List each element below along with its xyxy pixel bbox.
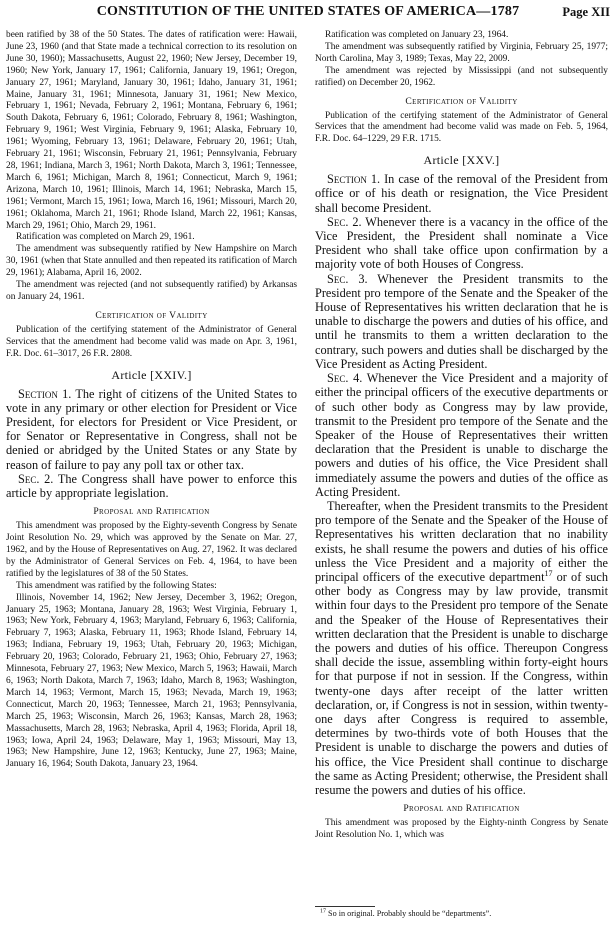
- left-column: [6, 30, 297, 771]
- paragraph-text: or of such other body as Congress may by law provide, transmit within four days to the President pro tempore of the Senate and the Speaker of the House of Representatives their written declaration that the President is unable to discharge the powers and duties of his office. Thereupon Congress shall decide the issue, assembling within forty-eight hours for that purpose if not in session. If the Congress, within twenty-one days after receipt of the latter written declaration, or, if Congress is not in session, within twenty-one days after Congress is required to assemble, determines by two-thirds vote of both Houses that the President is unable to discharge the powers and duties of his office, the Vice President shall continue to discharge the same as Acting President; otherwise, the President shall resume the powers and duties of his office.: [315, 569, 608, 797]
- section-text: Whenever there is a vacancy in the office of the Vice President, the President shall nominate a Vice President who shall take office upon confirmation by a majority vote of both Houses of Congress.: [315, 214, 608, 272]
- section-label: Section 1.: [327, 172, 381, 187]
- certification-paragraph: Publication of the certifying statement of the Administrator of General Services that the amendment had become valid was made on Apr. 3, 1961, F.R. Doc. 61–3017, 26 F.R. 2808.: [6, 324, 297, 359]
- ratified-states-list: Illinois, November 14, 1962; New Jersey, December 3, 1962; Oregon, January 25, 1963; Montana, January 28, 1963; West Virginia, February 1, 1963; New York, February 4, 1963; Maryland, February 6, 1963; California, February 7, 1963; Alaska, February 11, 1963; Rhode Island, February 14, 1963; Indiana, February 19, 1963; Utah, February 20, 1963; Michigan, February 20, 1963; Colorado, February 21, 1963; Ohio, February 27, 1963; Minnesota, February 27, 1963; New Mexico, March 5, 1963; Hawaii, March 6, 1963; North Dakota, March 7, 1963; Idaho, March 8, 1963; Washington, March 14, 1963; Vermont, March 15, 1963; Nevada, March 19, 1963; Connecticut, March 20, 1963; Tennessee, March 21, 1963; Pennsylvania, March 25, 1963; Wisconsin, March 26, 1963; Kansas, March 28, 1963; Massachusetts, March 28, 1963; Nebraska, April 4, 1963; Florida, April 18, 1963; Iowa, April 24, 1963; Delaware, May 1, 1963; Missouri, May 13, 1963; New Hampshire, June 12, 1963; Kentucky, June 27, 1963; Maine, January 16, 1964; South Dakota, January 23, 1964.: [6, 592, 297, 770]
- footnote-text: So in original. Probably should be “departments”.: [328, 909, 492, 918]
- article-xxv-notes: [315, 803, 608, 842]
- certification-heading: Certification of Validity: [405, 95, 518, 107]
- proposal-paragraph: This amendment was proposed by the Eighty-seventh Congress by Senate Joint Resolution No. 29, which was approved by the Senate on Mar. 27, 1962, and by the House of Representatives on Aug. 27, 1962. It was declared by the Administrator of General Services on Feb. 4, 1964, to have been ratified by the legislatures of 38 of the 50 States.: [6, 521, 297, 579]
- article-xxv-heading: Article [XXV.]: [423, 153, 500, 168]
- proposal-paragraph: This amendment was proposed by the Eighty-ninth Congress by Senate Joint Resolution No. 1, which was: [315, 818, 608, 841]
- article-xxv-thereafter-paragraph: [315, 499, 608, 797]
- section-text: Whenever the Vice President and a majority of either the principal officers of the executive departments or of such other body as Congress may by law provide, transmit to the President pro tempore of the Senate and the Speaker of the House of Representatives their written declaration that the President is unable to discharge the powers and duties of his office, the Vice President shall immediately assume the powers and duties of the office as Acting President.: [315, 371, 608, 499]
- section-text: The right of citizens of the United States to vote in any primary or other election for President or Vice President, for electors for President or Vice President, or for Senator or Representative in Congress, shall not be denied or abridged by the United States or any State by reason of failure to pay any poll tax or other tax.: [6, 386, 297, 472]
- footnote: [320, 909, 610, 919]
- certification-heading: Certification of Validity: [95, 309, 208, 321]
- ratification-completed-paragraph: Ratification was completed on January 23, 1964.: [325, 30, 509, 40]
- subsequent-ratification-paragraph: The amendment was subsequently ratified by Virginia, February 25, 1977; North Carolina, May 3, 1989; Texas, May 22, 2009.: [315, 41, 608, 64]
- rejection-paragraph: The amendment was rejected (and not subsequently ratified) by Arkansas on January 24, 1961.: [6, 280, 297, 302]
- section-label: Sec. 3.: [327, 271, 368, 286]
- article-xxv-section-1: [315, 172, 608, 215]
- article-xxv-section-2: [315, 215, 608, 272]
- page-title: CONSTITUTION OF THE UNITED STATES OF AMERICA—1787: [96, 4, 520, 19]
- article-xxiv-notes: [6, 506, 297, 771]
- ratification-completed-paragraph: Ratification was completed on March 29, 1961.: [16, 232, 195, 243]
- ratification-dates-paragraph: been ratified by 38 of the 50 States. The dates of ratification were: Hawaii, June 23, 1960 (and that State made a technical correction to its resolution on June 30, 1960); Massachusetts, August 22, 1960; New Jersey, December 19, 1960; New York, January 17, 1961; California, January 19, 1961; Oregon, January 27, 1961; Maryland, January 30, 1961; Idaho, January 31, 1961; Maine, January 31, 1961; Minnesota, January 31, 1961; New Mexico, February 1, 1961; Nevada, February 2, 1961; Montana, February 6, 1961; South Dakota, February 6, 1961; Colorado, February 8, 1961; Washington, February 9, 1961; West Virginia, February 9, 1961; Alaska, February 10, 1961; Wyoming, February 13, 1961; Delaware, February 20, 1961; Utah, February 21, 1961; Wisconsin, February 21, 1961; Pennsylvania, February 28, 1961; Indiana, March 3, 1961; North Dakota, March 3, 1961; Tennessee, March 6, 1961; Michigan, March 8, 1961; Connecticut, March 9, 1961; Arizona, March 10, 1961; Illinois, March 14, 1961; Nebraska, March 15, 1961; Vermont, March 15, 1961; Iowa, March 16, 1961; Missouri, March 20, 1961; Oklahoma, March 21, 1961; Rhode Island, March 22, 1961; Kansas, March 29, 1961; Ohio, March 29, 1961.: [6, 30, 297, 231]
- subsequent-ratification-paragraph: The amendment was subsequently ratified by New Hampshire on March 30, 1961 (when that State annulled and then repeated its ratification of March 29, 1961); Alabama, April 16, 2002.: [6, 244, 297, 279]
- article-xxiv-ratification-notes: [315, 30, 608, 146]
- certification-paragraph: Publication of the certifying statement of the Administrator of General Services that the amendment had become valid was made on Feb. 5, 1964, F.R. Doc. 64–1229, 29 F.R. 1715.: [315, 110, 608, 145]
- section-label: Sec. 2.: [18, 471, 54, 486]
- footnote-divider: [315, 906, 375, 907]
- section-label: Sec. 2.: [327, 214, 362, 229]
- rejection-paragraph: The amendment was rejected by Mississippi (and not subsequently ratified) on December 20, 1962.: [315, 65, 608, 88]
- footnote-number: 17: [320, 908, 326, 915]
- proposal-heading: Proposal and Ratification: [403, 803, 520, 815]
- section-label: Section 1.: [18, 386, 72, 401]
- article-xxiv-section-2: [6, 472, 297, 500]
- page-number: Page XII: [562, 5, 610, 19]
- footnote-reference: 17: [544, 568, 553, 578]
- running-header: [0, 0, 616, 26]
- article-xxv-text: [315, 172, 608, 797]
- article-xxiv-text: [6, 387, 297, 501]
- article-xxiv-section-1: [6, 387, 297, 472]
- ratified-intro-paragraph: This amendment was ratified by the following States:: [16, 580, 217, 591]
- section-text: In case of the removal of the President from office or of his death or resignation, the Vice President shall become President.: [315, 172, 608, 215]
- paragraph-text: Thereafter, when the President transmits to the President pro tempore of the Senate and the Speaker of the House of Representatives his written declaration that no inability exists, he shall resume the powers and duties of his office unless the Vice President and a majority of either the principal officers of the executive department: [315, 498, 608, 584]
- proposal-heading: Proposal and Ratification: [93, 506, 210, 518]
- article-xxv-section-3: [315, 272, 608, 371]
- article-xxv-section-4: [315, 371, 608, 499]
- section-text: Whenever the President transmits to the President pro tempore of the Senate and the Speaker of the House of Representatives his written declaration that he is unable to discharge the powers and duties of his office, and until he transmits to them a written declaration to the contrary, such powers and duties shall be discharged by the Vice President as Acting President.: [315, 271, 608, 371]
- article-xxiv-heading: Article [XXIV.]: [111, 367, 192, 382]
- section-text: The Congress shall have power to enforce this article by appropriate legislation.: [6, 471, 297, 500]
- article-xxiii-ratification-notes: [6, 30, 297, 361]
- section-label: Sec. 4.: [327, 371, 363, 386]
- right-column: [315, 30, 608, 842]
